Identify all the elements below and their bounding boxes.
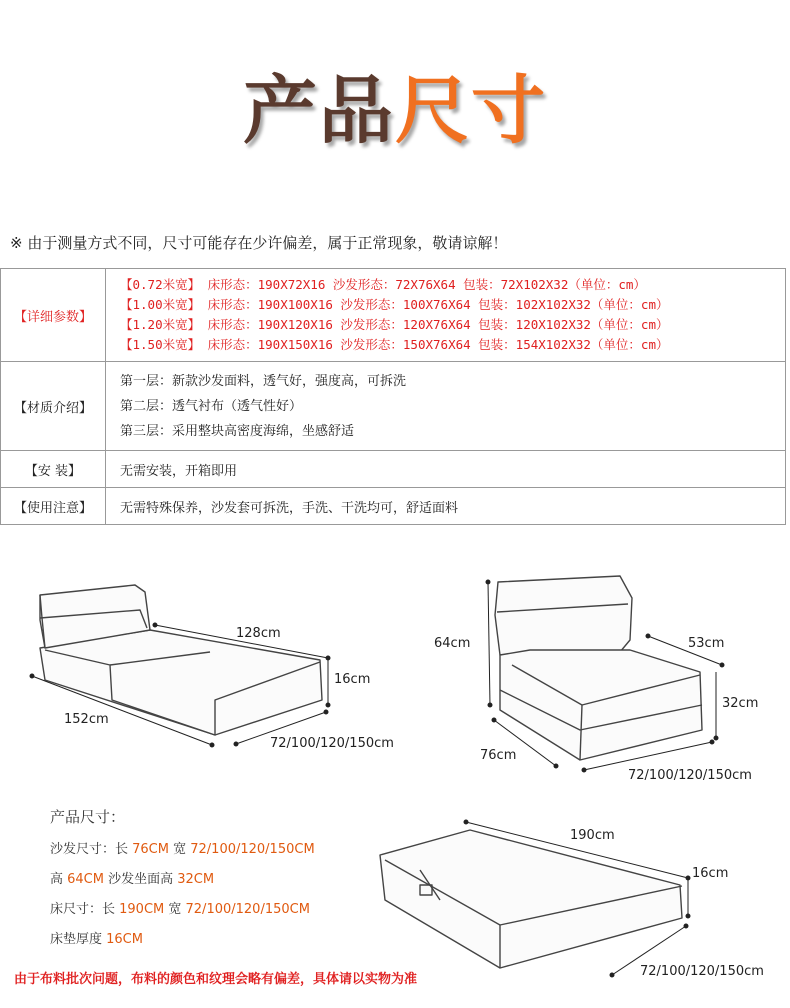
sofa-width-value: 72/100/120/150CM bbox=[190, 842, 315, 857]
sofa-depth-label: 76cm bbox=[480, 748, 517, 763]
height-value: 64CM bbox=[67, 872, 104, 887]
bed-length-value: 190CM bbox=[119, 902, 165, 917]
sofa-height-label: 64cm bbox=[434, 636, 471, 651]
sofa-back-label: 53cm bbox=[688, 636, 725, 651]
install-text: 无需安装，开箱即用 bbox=[106, 451, 786, 488]
thickness-value: 16CM bbox=[106, 932, 143, 947]
summary-bed-row bbox=[50, 898, 310, 917]
bed-size-label: 床尺寸：长 bbox=[50, 902, 120, 917]
summary-thickness-row bbox=[50, 928, 143, 947]
sofa-size-label: 沙发尺寸：长 bbox=[50, 842, 133, 857]
seat-label: 沙发坐面高 bbox=[103, 872, 178, 887]
bed-length-label: 190cm bbox=[570, 828, 615, 843]
install-label: 【安 装】 bbox=[1, 451, 106, 488]
param-line: 【1.50米宽】 床形态：190X150X16 沙发形态：150X76X64 包装：154X102X32（单位：cm） bbox=[120, 337, 669, 352]
sofa-widths-label: 72/100/120/150cm bbox=[628, 768, 752, 783]
bed-widths-label: 72/100/120/150cm bbox=[640, 964, 764, 979]
fabric-note: 由于布料批次问题，布料的颜色和纹理会略有偏差，具体请以实物为准 bbox=[14, 972, 418, 987]
usage-text: 无需特殊保养，沙发套可拆洗，手洗、干洗均可，舒适面料 bbox=[106, 488, 786, 525]
lounger-widths-label: 72/100/120/150cm bbox=[270, 736, 394, 751]
summary-sofa-row bbox=[50, 838, 315, 857]
params-label: 【详细参数】 bbox=[1, 269, 106, 362]
lounger-total-label: 152cm bbox=[64, 712, 109, 727]
summary-height-row bbox=[50, 868, 214, 887]
sofa-drawing bbox=[495, 576, 702, 760]
param-line: 【0.72米宽】 床形态：190X72X16 沙发形态：72X76X64 包装：72X102X32（单位：cm） bbox=[120, 277, 646, 292]
material-label: 【材质介绍】 bbox=[1, 362, 106, 451]
bed-width-value: 72/100/120/150CM bbox=[185, 902, 310, 917]
sofa-seat-label: 32cm bbox=[722, 696, 759, 711]
param-line: 【1.20米宽】 床形态：190X120X16 沙发形态：120X76X64 包装：120X102X32（单位：cm） bbox=[120, 317, 669, 332]
material-line: 第二层：透气衬布（透气性好） bbox=[120, 398, 303, 414]
material-line: 第三层：采用整块高密度海绵，坐感舒适 bbox=[120, 423, 355, 439]
bed-drawing bbox=[380, 830, 682, 968]
bed-width-label: 宽 bbox=[164, 902, 186, 917]
thickness-label: 床垫厚度 bbox=[50, 932, 107, 947]
param-line: 【1.00米宽】 床形态：190X100X16 沙发形态：100X76X64 包装：102X102X32（单位：cm） bbox=[120, 297, 669, 312]
bed-height-label: 16cm bbox=[692, 866, 729, 881]
height-label: 高 bbox=[50, 872, 68, 887]
lounger-height-label: 16cm bbox=[334, 672, 371, 687]
usage-label: 【使用注意】 bbox=[1, 488, 106, 525]
material-line: 第一层：新款沙发面料，透气好，强度高，可拆洗 bbox=[120, 373, 407, 389]
title-part1: 产品 bbox=[243, 68, 395, 154]
measurement-notice: ※ 由于测量方式不同，尺寸可能存在少许偏差，属于正常现象，敬请谅解！ bbox=[10, 234, 508, 252]
sofa-length-value: 76CM bbox=[132, 842, 169, 857]
sofa-width-label: 宽 bbox=[168, 842, 191, 857]
lounger-length-label: 128cm bbox=[236, 626, 281, 641]
summary-title: 产品尺寸： bbox=[50, 808, 126, 826]
seat-value: 32CM bbox=[177, 872, 215, 887]
title-part2: 尺寸 bbox=[395, 68, 547, 154]
